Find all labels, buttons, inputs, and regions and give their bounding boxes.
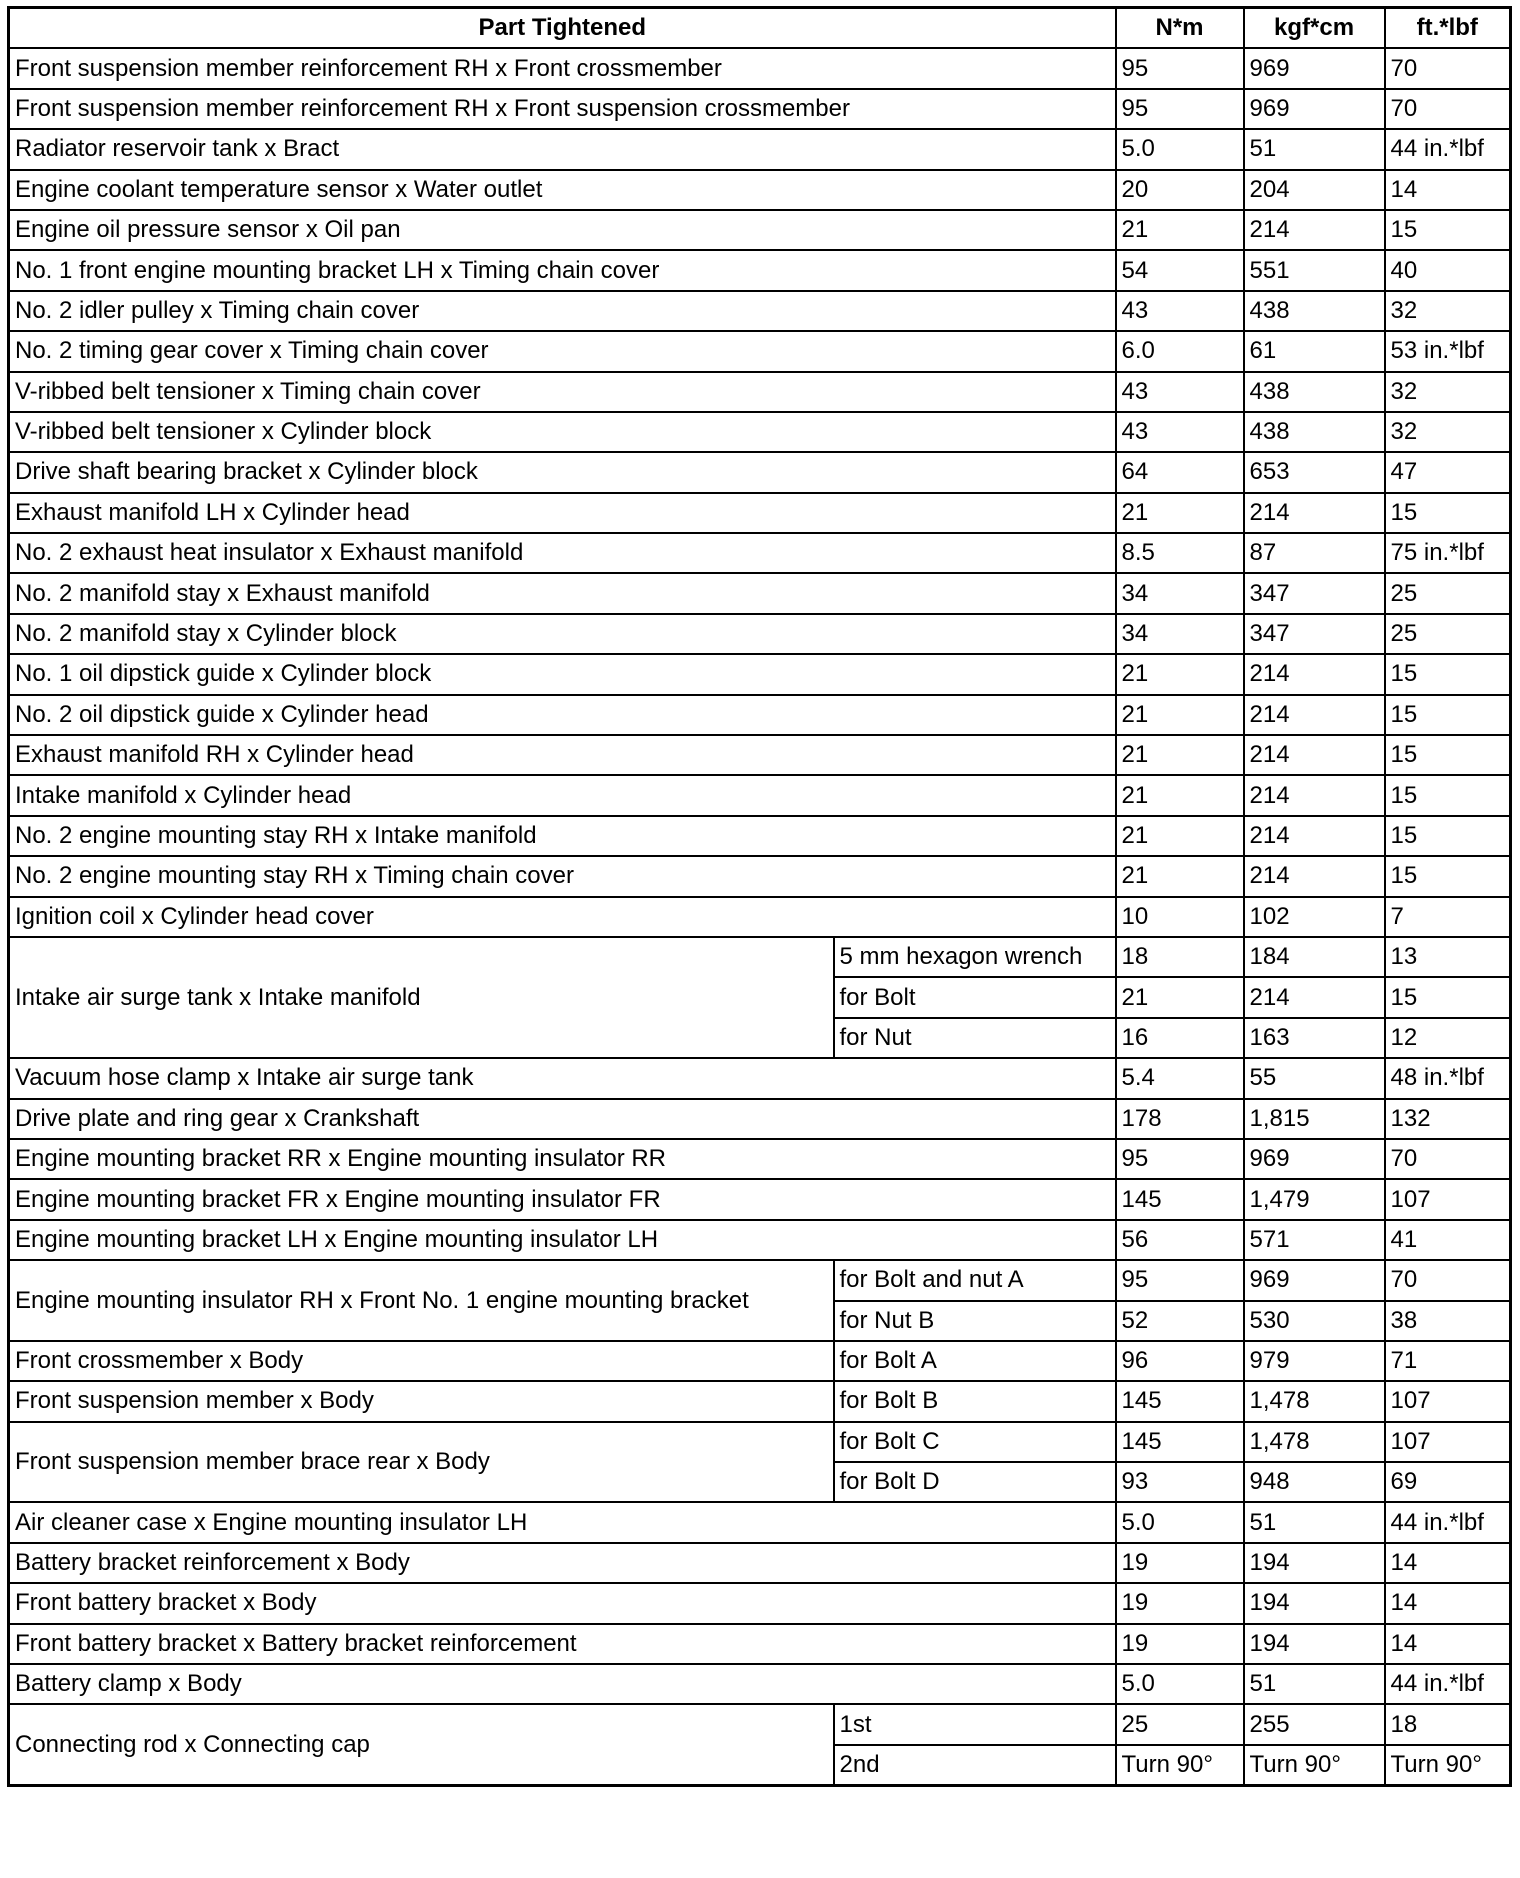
- part-cell: Vacuum hose clamp x Intake air surge tank: [9, 1058, 1116, 1098]
- table-row: [9, 533, 1511, 573]
- table-row: [9, 48, 1511, 88]
- ft-lbf-cell: 48 in.*lbf: [1385, 1058, 1511, 1098]
- kgf-cm-cell: 347: [1244, 573, 1385, 613]
- torque-table-container: [7, 6, 1512, 1787]
- part-cell: No. 2 timing gear cover x Timing chain cover: [9, 331, 1116, 371]
- part-cell: Exhaust manifold RH x Cylinder head: [9, 735, 1116, 775]
- table-row: [9, 412, 1511, 452]
- table-row: [9, 89, 1511, 129]
- nm-cell: 21: [1116, 816, 1244, 856]
- ft-lbf-cell: 15: [1385, 493, 1511, 533]
- kgf-cm-cell: 438: [1244, 372, 1385, 412]
- condition-cell: for Bolt: [834, 977, 1116, 1017]
- table-row: [9, 897, 1511, 937]
- condition-cell: for Bolt B: [834, 1381, 1116, 1421]
- kgf-cm-cell: 969: [1244, 89, 1385, 129]
- header-kgf-cm: kgf*cm: [1244, 8, 1385, 49]
- nm-cell: 19: [1116, 1624, 1244, 1664]
- kgf-cm-cell: 51: [1244, 1664, 1385, 1704]
- header-ft-lbf: ft.*lbf: [1385, 8, 1511, 49]
- nm-cell: 19: [1116, 1543, 1244, 1583]
- kgf-cm-cell: 55: [1244, 1058, 1385, 1098]
- kgf-cm-cell: 214: [1244, 977, 1385, 1017]
- ft-lbf-cell: 44 in.*lbf: [1385, 129, 1511, 169]
- ft-lbf-cell: 44 in.*lbf: [1385, 1664, 1511, 1704]
- table-row: [9, 695, 1511, 735]
- ft-lbf-cell: 132: [1385, 1099, 1511, 1139]
- ft-lbf-cell: 14: [1385, 170, 1511, 210]
- nm-cell: 21: [1116, 977, 1244, 1017]
- condition-cell: for Nut B: [834, 1301, 1116, 1341]
- kgf-cm-cell: 102: [1244, 897, 1385, 937]
- ft-lbf-cell: 14: [1385, 1543, 1511, 1583]
- ft-lbf-cell: 13: [1385, 937, 1511, 977]
- nm-cell: 16: [1116, 1018, 1244, 1058]
- nm-cell: 21: [1116, 210, 1244, 250]
- ft-lbf-cell: 70: [1385, 1139, 1511, 1179]
- part-cell: No. 2 manifold stay x Cylinder block: [9, 614, 1116, 654]
- condition-cell: for Bolt D: [834, 1462, 1116, 1502]
- kgf-cm-cell: 948: [1244, 1462, 1385, 1502]
- part-cell: No. 2 manifold stay x Exhaust manifold: [9, 573, 1116, 613]
- condition-cell: 1st: [834, 1704, 1116, 1744]
- condition-cell: 2nd: [834, 1745, 1116, 1786]
- ft-lbf-cell: 70: [1385, 89, 1511, 129]
- part-cell: Drive shaft bearing bracket x Cylinder block: [9, 452, 1116, 492]
- kgf-cm-cell: 163: [1244, 1018, 1385, 1058]
- table-row: [9, 1099, 1511, 1139]
- kgf-cm-cell: 979: [1244, 1341, 1385, 1381]
- part-cell: Drive plate and ring gear x Crankshaft: [9, 1099, 1116, 1139]
- kgf-cm-cell: 214: [1244, 775, 1385, 815]
- table-row: [9, 1704, 1511, 1744]
- part-cell: V-ribbed belt tensioner x Timing chain cover: [9, 372, 1116, 412]
- kgf-cm-cell: 214: [1244, 816, 1385, 856]
- nm-cell: 145: [1116, 1381, 1244, 1421]
- torque-spec-table: [7, 6, 1512, 1787]
- nm-cell: 95: [1116, 1260, 1244, 1300]
- part-cell: Exhaust manifold LH x Cylinder head: [9, 493, 1116, 533]
- ft-lbf-cell: 15: [1385, 695, 1511, 735]
- part-cell: Engine coolant temperature sensor x Water outlet: [9, 170, 1116, 210]
- kgf-cm-cell: 653: [1244, 452, 1385, 492]
- nm-cell: 5.0: [1116, 1664, 1244, 1704]
- part-cell: Air cleaner case x Engine mounting insulator LH: [9, 1502, 1116, 1542]
- nm-cell: 19: [1116, 1583, 1244, 1623]
- ft-lbf-cell: 14: [1385, 1583, 1511, 1623]
- ft-lbf-cell: 15: [1385, 775, 1511, 815]
- ft-lbf-cell: 15: [1385, 977, 1511, 1017]
- table-row: [9, 816, 1511, 856]
- nm-cell: 21: [1116, 654, 1244, 694]
- ft-lbf-cell: 32: [1385, 372, 1511, 412]
- kgf-cm-cell: 571: [1244, 1220, 1385, 1260]
- ft-lbf-cell: 44 in.*lbf: [1385, 1502, 1511, 1542]
- nm-cell: 95: [1116, 89, 1244, 129]
- part-cell: No. 2 engine mounting stay RH x Timing chain cover: [9, 856, 1116, 896]
- table-row: [9, 735, 1511, 775]
- table-row: [9, 1422, 1511, 1462]
- condition-cell: for Bolt C: [834, 1422, 1116, 1462]
- kgf-cm-cell: 347: [1244, 614, 1385, 654]
- part-cell: No. 2 engine mounting stay RH x Intake manifold: [9, 816, 1116, 856]
- table-header-row: [9, 8, 1511, 49]
- kgf-cm-cell: 51: [1244, 1502, 1385, 1542]
- table-row: [9, 1543, 1511, 1583]
- table-row: [9, 1664, 1511, 1704]
- condition-cell: for Bolt A: [834, 1341, 1116, 1381]
- ft-lbf-cell: 41: [1385, 1220, 1511, 1260]
- nm-cell: 96: [1116, 1341, 1244, 1381]
- nm-cell: 43: [1116, 412, 1244, 452]
- part-cell: No. 1 oil dipstick guide x Cylinder block: [9, 654, 1116, 694]
- part-cell: No. 2 oil dipstick guide x Cylinder head: [9, 695, 1116, 735]
- part-cell: Front suspension member x Body: [9, 1381, 834, 1421]
- part-cell: Front battery bracket x Battery bracket reinforcement: [9, 1624, 1116, 1664]
- ft-lbf-cell: 70: [1385, 48, 1511, 88]
- ft-lbf-cell: 15: [1385, 735, 1511, 775]
- ft-lbf-cell: 38: [1385, 1301, 1511, 1341]
- part-cell: Front suspension member brace rear x Body: [9, 1422, 834, 1503]
- ft-lbf-cell: 25: [1385, 573, 1511, 613]
- ft-lbf-cell: 7: [1385, 897, 1511, 937]
- kgf-cm-cell: 194: [1244, 1543, 1385, 1583]
- condition-cell: for Bolt and nut A: [834, 1260, 1116, 1300]
- part-cell: Engine mounting insulator RH x Front No. 1 engine mounting bracket: [9, 1260, 834, 1341]
- table-row: [9, 1381, 1511, 1421]
- nm-cell: 145: [1116, 1179, 1244, 1219]
- nm-cell: 21: [1116, 493, 1244, 533]
- ft-lbf-cell: 25: [1385, 614, 1511, 654]
- ft-lbf-cell: 15: [1385, 856, 1511, 896]
- nm-cell: 64: [1116, 452, 1244, 492]
- nm-cell: 52: [1116, 1301, 1244, 1341]
- ft-lbf-cell: 15: [1385, 816, 1511, 856]
- table-row: [9, 210, 1511, 250]
- nm-cell: 21: [1116, 775, 1244, 815]
- nm-cell: 34: [1116, 573, 1244, 613]
- ft-lbf-cell: 15: [1385, 210, 1511, 250]
- table-row: [9, 775, 1511, 815]
- kgf-cm-cell: 214: [1244, 735, 1385, 775]
- nm-cell: 5.0: [1116, 1502, 1244, 1542]
- ft-lbf-cell: 70: [1385, 1260, 1511, 1300]
- ft-lbf-cell: 71: [1385, 1341, 1511, 1381]
- nm-cell: 95: [1116, 1139, 1244, 1179]
- kgf-cm-cell: Turn 90°: [1244, 1745, 1385, 1786]
- table-row: [9, 614, 1511, 654]
- table-row: [9, 654, 1511, 694]
- part-cell: V-ribbed belt tensioner x Cylinder block: [9, 412, 1116, 452]
- ft-lbf-cell: 107: [1385, 1422, 1511, 1462]
- kgf-cm-cell: 87: [1244, 533, 1385, 573]
- ft-lbf-cell: 12: [1385, 1018, 1511, 1058]
- kgf-cm-cell: 61: [1244, 331, 1385, 371]
- ft-lbf-cell: 75 in.*lbf: [1385, 533, 1511, 573]
- header-part-tightened: Part Tightened: [9, 8, 1116, 49]
- nm-cell: 20: [1116, 170, 1244, 210]
- part-cell: Engine oil pressure sensor x Oil pan: [9, 210, 1116, 250]
- nm-cell: 10: [1116, 897, 1244, 937]
- condition-cell: for Nut: [834, 1018, 1116, 1058]
- ft-lbf-cell: 47: [1385, 452, 1511, 492]
- kgf-cm-cell: 194: [1244, 1624, 1385, 1664]
- ft-lbf-cell: 15: [1385, 654, 1511, 694]
- kgf-cm-cell: 969: [1244, 48, 1385, 88]
- nm-cell: 43: [1116, 372, 1244, 412]
- ft-lbf-cell: 18: [1385, 1704, 1511, 1744]
- table-row: [9, 1502, 1511, 1542]
- part-cell: No. 1 front engine mounting bracket LH x Timing chain cover: [9, 250, 1116, 290]
- part-cell: Intake air surge tank x Intake manifold: [9, 937, 834, 1058]
- table-row: [9, 372, 1511, 412]
- nm-cell: 178: [1116, 1099, 1244, 1139]
- part-cell: No. 2 exhaust heat insulator x Exhaust manifold: [9, 533, 1116, 573]
- part-cell: Front suspension member reinforcement RH x Front crossmember: [9, 48, 1116, 88]
- kgf-cm-cell: 1,815: [1244, 1099, 1385, 1139]
- part-cell: Engine mounting bracket FR x Engine mounting insulator FR: [9, 1179, 1116, 1219]
- ft-lbf-cell: Turn 90°: [1385, 1745, 1511, 1786]
- nm-cell: 6.0: [1116, 331, 1244, 371]
- part-cell: No. 2 idler pulley x Timing chain cover: [9, 291, 1116, 331]
- kgf-cm-cell: 551: [1244, 250, 1385, 290]
- table-row: [9, 1058, 1511, 1098]
- table-body: [9, 48, 1511, 1785]
- kgf-cm-cell: 1,478: [1244, 1422, 1385, 1462]
- ft-lbf-cell: 32: [1385, 291, 1511, 331]
- nm-cell: 56: [1116, 1220, 1244, 1260]
- condition-cell: 5 mm hexagon wrench: [834, 937, 1116, 977]
- part-cell: Engine mounting bracket RR x Engine mounting insulator RR: [9, 1139, 1116, 1179]
- table-row: [9, 493, 1511, 533]
- part-cell: Front battery bracket x Body: [9, 1583, 1116, 1623]
- table-row: [9, 452, 1511, 492]
- kgf-cm-cell: 1,478: [1244, 1381, 1385, 1421]
- kgf-cm-cell: 969: [1244, 1260, 1385, 1300]
- table-row: [9, 331, 1511, 371]
- kgf-cm-cell: 214: [1244, 856, 1385, 896]
- kgf-cm-cell: 255: [1244, 1704, 1385, 1744]
- kgf-cm-cell: 214: [1244, 695, 1385, 735]
- table-row: [9, 1583, 1511, 1623]
- nm-cell: 5.4: [1116, 1058, 1244, 1098]
- part-cell: Connecting rod x Connecting cap: [9, 1704, 834, 1785]
- part-cell: Engine mounting bracket LH x Engine mounting insulator LH: [9, 1220, 1116, 1260]
- kgf-cm-cell: 438: [1244, 412, 1385, 452]
- table-row: [9, 170, 1511, 210]
- nm-cell: 8.5: [1116, 533, 1244, 573]
- kgf-cm-cell: 1,479: [1244, 1179, 1385, 1219]
- table-row: [9, 291, 1511, 331]
- part-cell: Battery clamp x Body: [9, 1664, 1116, 1704]
- table-row: [9, 250, 1511, 290]
- kgf-cm-cell: 214: [1244, 493, 1385, 533]
- nm-cell: 18: [1116, 937, 1244, 977]
- kgf-cm-cell: 530: [1244, 1301, 1385, 1341]
- table-row: [9, 573, 1511, 613]
- ft-lbf-cell: 14: [1385, 1624, 1511, 1664]
- nm-cell: 95: [1116, 48, 1244, 88]
- nm-cell: 21: [1116, 856, 1244, 896]
- part-cell: Radiator reservoir tank x Bract: [9, 129, 1116, 169]
- table-row: [9, 856, 1511, 896]
- kgf-cm-cell: 214: [1244, 654, 1385, 694]
- ft-lbf-cell: 53 in.*lbf: [1385, 331, 1511, 371]
- part-cell: Front crossmember x Body: [9, 1341, 834, 1381]
- part-cell: Front suspension member reinforcement RH x Front suspension crossmember: [9, 89, 1116, 129]
- nm-cell: 145: [1116, 1422, 1244, 1462]
- kgf-cm-cell: 438: [1244, 291, 1385, 331]
- kgf-cm-cell: 969: [1244, 1139, 1385, 1179]
- nm-cell: 34: [1116, 614, 1244, 654]
- ft-lbf-cell: 40: [1385, 250, 1511, 290]
- table-row: [9, 129, 1511, 169]
- table-row: [9, 937, 1511, 977]
- part-cell: Intake manifold x Cylinder head: [9, 775, 1116, 815]
- kgf-cm-cell: 184: [1244, 937, 1385, 977]
- kgf-cm-cell: 51: [1244, 129, 1385, 169]
- table-row: [9, 1139, 1511, 1179]
- ft-lbf-cell: 107: [1385, 1381, 1511, 1421]
- nm-cell: 25: [1116, 1704, 1244, 1744]
- kgf-cm-cell: 204: [1244, 170, 1385, 210]
- nm-cell: Turn 90°: [1116, 1745, 1244, 1786]
- part-cell: Ignition coil x Cylinder head cover: [9, 897, 1116, 937]
- table-row: [9, 1220, 1511, 1260]
- nm-cell: 21: [1116, 695, 1244, 735]
- nm-cell: 93: [1116, 1462, 1244, 1502]
- ft-lbf-cell: 107: [1385, 1179, 1511, 1219]
- kgf-cm-cell: 214: [1244, 210, 1385, 250]
- nm-cell: 5.0: [1116, 129, 1244, 169]
- table-row: [9, 1624, 1511, 1664]
- table-row: [9, 1341, 1511, 1381]
- nm-cell: 54: [1116, 250, 1244, 290]
- kgf-cm-cell: 194: [1244, 1583, 1385, 1623]
- header-nm: N*m: [1116, 8, 1244, 49]
- table-row: [9, 1179, 1511, 1219]
- part-cell: Battery bracket reinforcement x Body: [9, 1543, 1116, 1583]
- nm-cell: 43: [1116, 291, 1244, 331]
- ft-lbf-cell: 32: [1385, 412, 1511, 452]
- nm-cell: 21: [1116, 735, 1244, 775]
- table-row: [9, 1260, 1511, 1300]
- ft-lbf-cell: 69: [1385, 1462, 1511, 1502]
